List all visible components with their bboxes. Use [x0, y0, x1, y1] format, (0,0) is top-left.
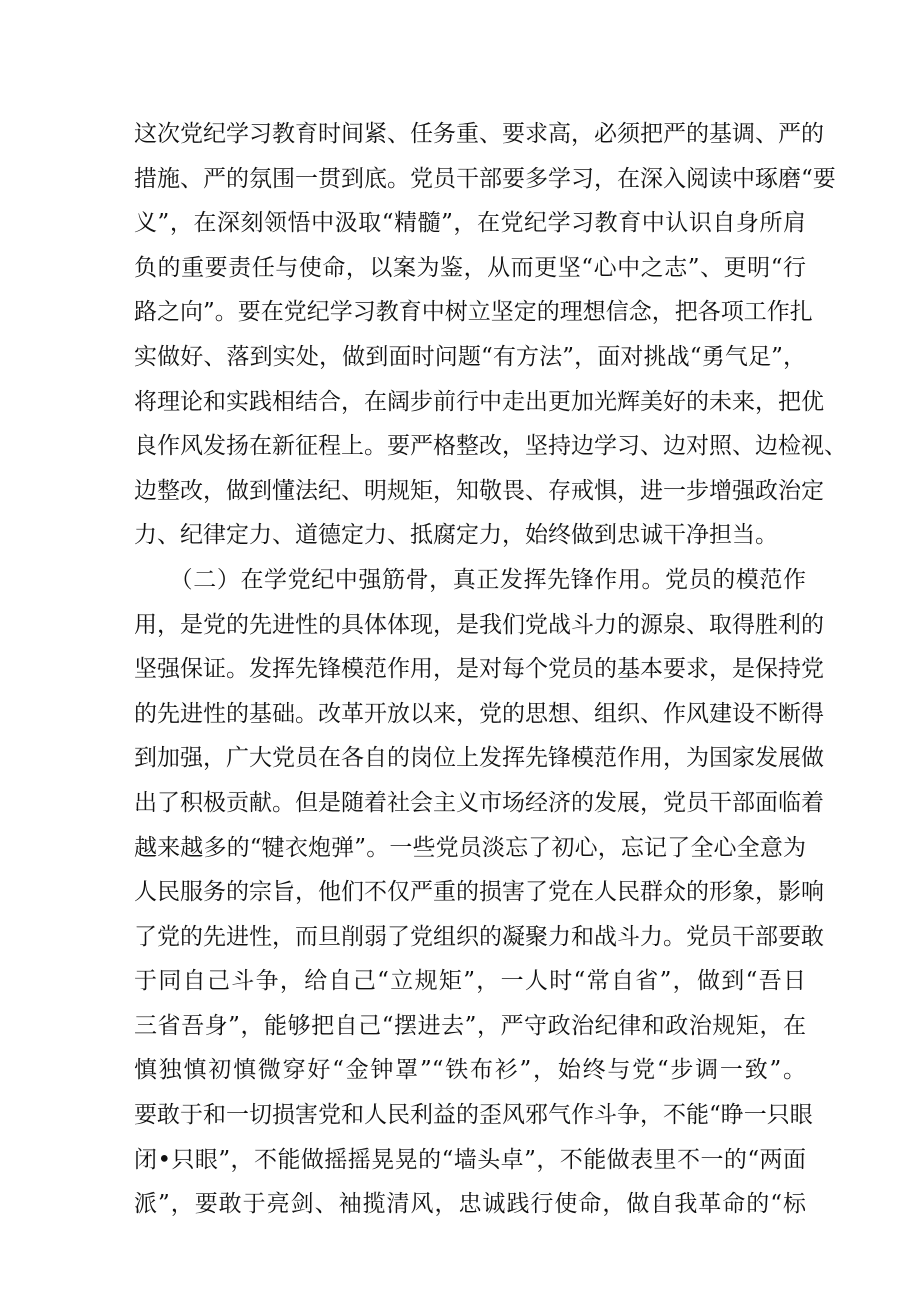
- text-line: 这次党纪学习教育时间紧、任务重、要求高，必须把严的基调、严的: [134, 121, 824, 147]
- text-line: 闭•只眼”，不能做摇摇晃晃的“墙头卓”，不能做表里不一的“两面: [134, 1146, 806, 1173]
- text-line: 派”，要敢于亮剑、袖揽清风，忠诚践行使命，做自我革命的“标: [134, 1191, 806, 1218]
- text-line: 边整改，做到懂法纪、明规矩，知敬畏、存戒惧，进一步增强政治定: [134, 477, 824, 504]
- text-line: 到加强，广大党员在各自的岗位上发挥先锋模范作用，为国家发展做: [134, 745, 824, 772]
- text-line: 要敢于和一切损害党和人民利益的歪风邪气作斗争，不能“睁一只眼: [134, 1102, 813, 1129]
- text-line: 三省吾身”，能够把自己“摆进去”，严守政治纪律和政治规矩，在: [134, 1012, 806, 1039]
- text-line: 良作风发扬在新征程上。要严格整改，坚持边学习、边对照、边检视、: [134, 433, 847, 460]
- text-line: 负的重要责任与使命，以案为鉴，从而更坚“心中之志”、更明“行: [134, 254, 806, 281]
- text-line: 用，是党的先进性的具体体现，是我们党战斗力的源泉、取得胜利的: [134, 611, 824, 638]
- text-line: 义”，在深刻领悟中汲取“精髓”，在党纪学习教育中认识自身所肩: [134, 210, 806, 237]
- text-line: 越来越多的“犍衣炮弹”。一些党员淡忘了初心，忘记了全心全意为: [134, 834, 806, 861]
- section-heading-line: （二）在学党纪中强筋骨，真正发挥先锋作用。党员的模范作: [134, 566, 806, 593]
- body-text: [134, 112, 847, 1227]
- text-line: 将理论和实践相结合，在阔步前行中走出更加光辉美好的未来，把优: [134, 388, 824, 415]
- text-line: 于同自己斗争，给自己“立规矩”，一人时“常自省”，做到“吾日: [134, 968, 806, 995]
- text-line: 坚强保证。发挥先锋模范作用，是对每个党员的基本要求，是保持党: [134, 656, 824, 683]
- text-line: 出了积极贡献。但是随着社会主义市场经济的发展，党员干部面临着: [134, 789, 824, 816]
- text-line: 慎独慎初慎微穿好“金钟罩”“铁布衫”，始终与党“步调一致”。: [134, 1057, 806, 1084]
- text-line: 人民服务的宗旨，他们不仅严重的损害了党在人民群众的形象，影响: [134, 879, 824, 906]
- paragraph-end-line: 力、纪律定力、道德定力、抵腐定力，始终做到忠诚干净担当。: [134, 522, 778, 549]
- text-line: 实做好、落到实处，做到面时问题“有方法”，面对挑战“勇气足”，: [134, 343, 806, 370]
- text-line: 措施、严的氛围一贯到底。党员干部要多学习，在深入阅读中琢磨“要: [134, 165, 836, 192]
- text-line: 的先进性的基础。改革开放以来，党的思想、组织、作风建设不断得: [134, 700, 824, 727]
- text-line: 路之向”。要在党纪学习教育中树立坚定的理想信念，把各项工作扎: [134, 299, 813, 326]
- text-line: 了党的先进性，而旦削弱了党组织的凝聚力和战斗力。党员干部要敢: [134, 923, 824, 950]
